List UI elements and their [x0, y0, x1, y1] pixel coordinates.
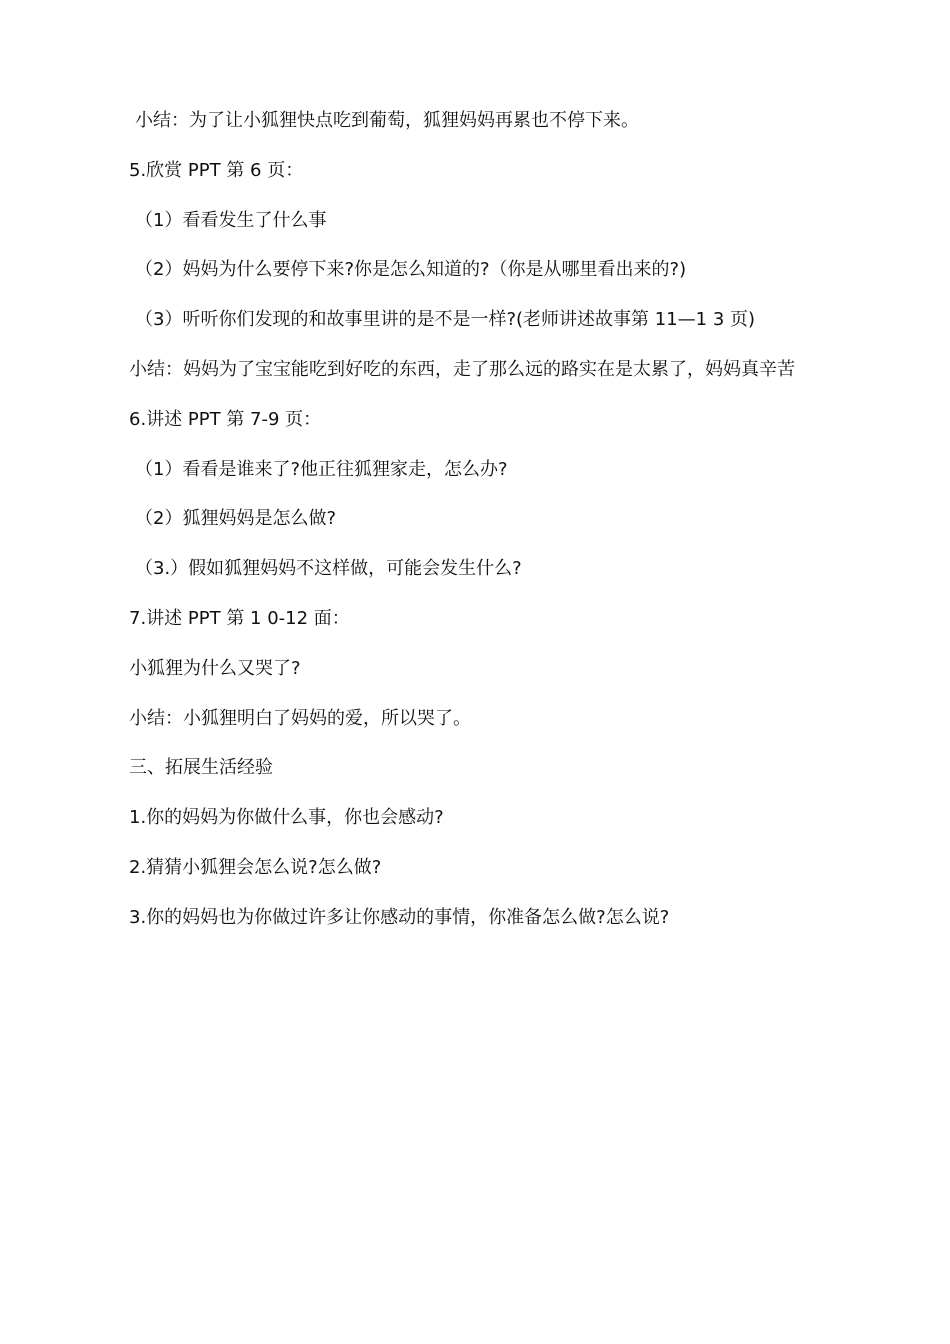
extension-question-2: 2.猜猜小狐狸会怎么说?怎么做? [129, 856, 382, 878]
step-5-heading: 5.欣赏 PPT 第 6 页： [129, 159, 304, 181]
step-7-question: 小狐狸为什么又哭了? [129, 657, 301, 679]
extension-question-3: 3.你的妈妈也为你做过许多让你感动的事情，你准备怎么做?怎么说? [129, 906, 670, 928]
step-6-question-3: （3.）假如狐狸妈妈不这样做，可能会发生什么? [135, 558, 522, 580]
step-5-question-1: （1）看看发生了什么事 [135, 209, 327, 231]
summary-line-grapes: 小结：为了让小狐狸快点吃到葡萄，狐狸妈妈再累也不停下来。 [135, 110, 639, 131]
extension-question-1: 1.你的妈妈为你做什么事，你也会感动? [129, 807, 444, 829]
step-6-question-2: （2）狐狸妈妈是怎么做? [135, 508, 337, 530]
summary-line-mother-love: 小结：小狐狸明白了妈妈的爱，所以哭了。 [129, 707, 471, 729]
summary-line-mother-tired: 小结：妈妈为了宝宝能吃到好吃的东西，走了那么远的路实在是太累了，妈妈真辛苦 [129, 358, 795, 380]
step-7-heading: 7.讲述 PPT 第 1 0-12 面： [129, 607, 350, 629]
section-3-heading: 三、拓展生活经验 [129, 757, 273, 779]
step-6-heading: 6.讲述 PPT 第 7-9 页： [129, 408, 322, 430]
step-5-question-3: （3）听听你们发现的和故事里讲的是不是一样?(老师讲述故事第 11—1 3 页) [135, 309, 756, 331]
step-5-question-2: （2）妈妈为什么要停下来?你是怎么知道的?（你是从哪里看出来的?) [135, 259, 687, 281]
document-body [129, 108, 889, 955]
step-6-question-1: （1）看看是谁来了?他正往狐狸家走，怎么办? [135, 458, 508, 480]
